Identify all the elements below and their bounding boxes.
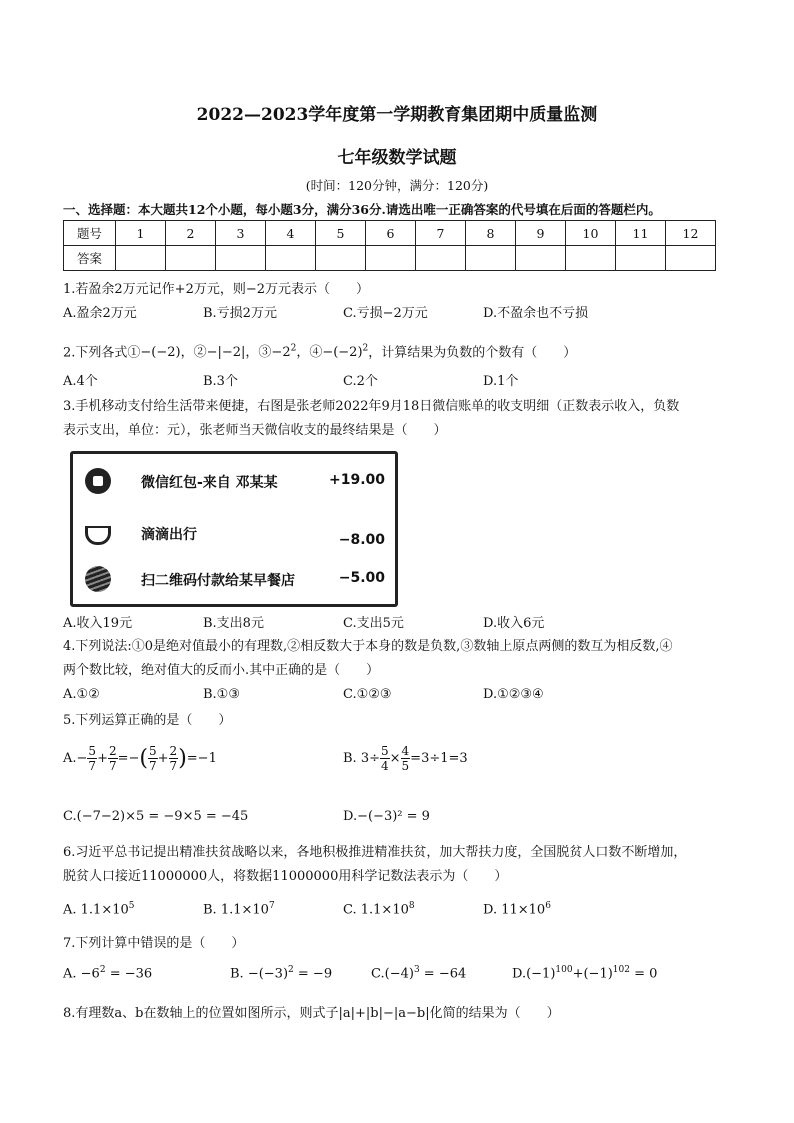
q7-option-a: A. $-6^2 = -36$ — [63, 965, 153, 982]
table-cell: 10 — [566, 221, 616, 246]
exam-title: 2022—2023学年度第一学期教育集团期中质量监测 — [196, 105, 598, 125]
q3-option-b: B.支出8元 — [203, 616, 264, 631]
didi-icon — [85, 526, 111, 545]
q7-option-b: B. $-(-3)^2 = -9$ — [230, 965, 333, 982]
q5-option-b: B. 3÷ $\frac{5}{4}$ × $\frac{4}{5}$ =3÷1=3 — [343, 744, 468, 773]
question-1-stem: 1.若盈余2万元记作+2万元，则−2万元表示（ ） — [63, 282, 370, 297]
section-heading: 一、选择题：本大题共12个小题，每小题3分，满分36分.请选出唯一正确答案的代号填在后面的答题栏内。 — [63, 202, 661, 217]
q7-option-d: $D.(-1)^{100}+(-1)^{102} = 0$ — [512, 965, 658, 982]
table-cell: 2 — [166, 221, 216, 246]
q2-stem-suffix: ，计算结果为负数的个数有（ ） — [368, 345, 577, 361]
table-cell: 4 — [266, 221, 316, 246]
answer-cell[interactable] — [266, 246, 316, 271]
question-5-stem: 5.下列运算正确的是（ ） — [63, 713, 232, 728]
shop-avatar-icon — [85, 566, 111, 592]
question-3-stem-line2: 表示支出，单位：元），张老师当天微信收支的最终结果是（ ） — [63, 423, 447, 438]
answer-cell[interactable] — [616, 246, 666, 271]
q6-option-b: B. $1.1\times 10^7$ — [203, 901, 275, 918]
q2-option-d: D.1个 — [483, 374, 519, 389]
q6-option-a: A. $1.1\times 10^5$ — [63, 901, 135, 918]
exam-meta: (时间：120分钟，满分：120分) — [305, 178, 489, 193]
question-6-stem-line2: 脱贫人口接近11000000人，将数据11000000用科学记数法表示为（ ） — [63, 869, 508, 884]
answer-cell[interactable] — [666, 246, 716, 271]
table-row — [64, 221, 716, 246]
answer-cell[interactable] — [416, 246, 466, 271]
bill-row — [85, 520, 385, 550]
q2-stem-prefix: 2.下列各式① — [63, 345, 141, 361]
q3-option-a: A.收入19元 — [63, 616, 133, 631]
q6-option-d: D. $11\times 10^6$ — [483, 901, 551, 918]
table-cell: 9 — [516, 221, 566, 246]
table-cell: 7 — [416, 221, 466, 246]
q1-option-c: C.亏损−2万元 — [343, 306, 428, 321]
table-cell: 11 — [616, 221, 666, 246]
q1-option-b: B.亏损2万元 — [203, 306, 277, 321]
bill-row-amount: −5.00 — [338, 570, 385, 586]
question-3-stem-line1: 3.手机移动支付给生活带来便捷，右图是张老师2022年9月18日微信账单的收支明细（正数表示收入，负数 — [63, 399, 680, 414]
table-cell: 1 — [116, 221, 166, 246]
answer-cell[interactable] — [466, 246, 516, 271]
table-header-cell: 题号 — [64, 221, 116, 246]
question-8-stem: 8.有理数a、b在数轴上的位置如图所示，则式子|a|+|b|−|a−b|化简的结果为（ ） — [63, 1006, 560, 1021]
bill-row-label: 扫二维码付款给某早餐店 — [141, 573, 295, 589]
red-packet-icon — [85, 468, 111, 494]
question-6-stem-line1: 6.习近平总书记提出精准扶贫战略以来，各地积极推进精准扶贫，加大帮扶力度，全国脱贫人口数不断增加， — [63, 845, 687, 860]
q4-option-c: C.①②③ — [343, 687, 392, 702]
table-row — [64, 246, 716, 271]
q2-option-b: B.3个 — [203, 374, 238, 389]
question-2-stem — [63, 337, 743, 365]
q2-option-a: A.4个 — [63, 374, 98, 389]
answer-cell[interactable] — [316, 246, 366, 271]
answer-cell[interactable] — [566, 246, 616, 271]
answer-cell[interactable] — [116, 246, 166, 271]
answer-cell[interactable] — [516, 246, 566, 271]
q7-option-c: $C.(-4)^3 = -64$ — [371, 965, 467, 982]
q3-option-c: C.支出5元 — [343, 616, 404, 631]
q2-expressions: −(−2)，②−|−2|，$③-2^2$，$④-(-2)^2$ — [140, 344, 369, 361]
q5-option-a: A.− $\frac{5}{7}$ + $\frac{2}{7}$ =−( $\frac{5}{7}$ + $\frac{2}{7}$ )=−1 — [63, 744, 217, 773]
table-cell: 12 — [666, 221, 716, 246]
q3-option-d: D.收入6元 — [483, 616, 545, 631]
q2-option-c: C.2个 — [343, 374, 378, 389]
q4-option-a: A.①② — [63, 687, 100, 702]
bill-row-label: 微信红包-来自 邓某某 — [141, 475, 278, 491]
question-7-stem: 7.下列计算中错误的是（ ） — [63, 936, 245, 951]
bill-row-amount: +19.00 — [328, 472, 385, 488]
q6-option-c: C. $1.1\times 10^8$ — [343, 901, 415, 918]
answer-cell[interactable] — [216, 246, 266, 271]
question-4-stem-line1: 4.下列说法:①0是绝对值最小的有理数,②相反数大于本身的数是负数,③数轴上原点两侧的数互为相反数,④ — [63, 639, 673, 654]
table-cell: 8 — [466, 221, 516, 246]
table-cell: 6 — [366, 221, 416, 246]
exam-subtitle: 七年级数学试题 — [337, 148, 457, 168]
question-4-stem-line2: 两个数比较，绝对值大的反而小.其中正确的是（ ） — [63, 663, 380, 678]
answer-cell[interactable] — [366, 246, 416, 271]
table-cell: 5 — [316, 221, 366, 246]
bill-row — [85, 566, 385, 596]
answer-cell[interactable] — [166, 246, 216, 271]
q4-option-b: B.①③ — [203, 687, 240, 702]
q1-option-d: D.不盈余也不亏损 — [483, 306, 589, 321]
q5-option-c: C.(−7−2)×5 = −9×5 = −45 — [63, 809, 249, 824]
answer-table — [63, 220, 716, 271]
wechat-bill-image — [70, 451, 398, 607]
bill-row-amount: −8.00 — [338, 532, 385, 548]
table-header-cell: 答案 — [64, 246, 116, 271]
q5-option-d: D.−(−3)² = 9 — [343, 809, 430, 824]
bill-row — [85, 468, 385, 498]
q1-option-a: A.盈余2万元 — [63, 306, 137, 321]
bill-row-label: 滴滴出行 — [141, 527, 197, 543]
table-cell: 3 — [216, 221, 266, 246]
q4-option-d: D.①②③④ — [483, 687, 544, 702]
